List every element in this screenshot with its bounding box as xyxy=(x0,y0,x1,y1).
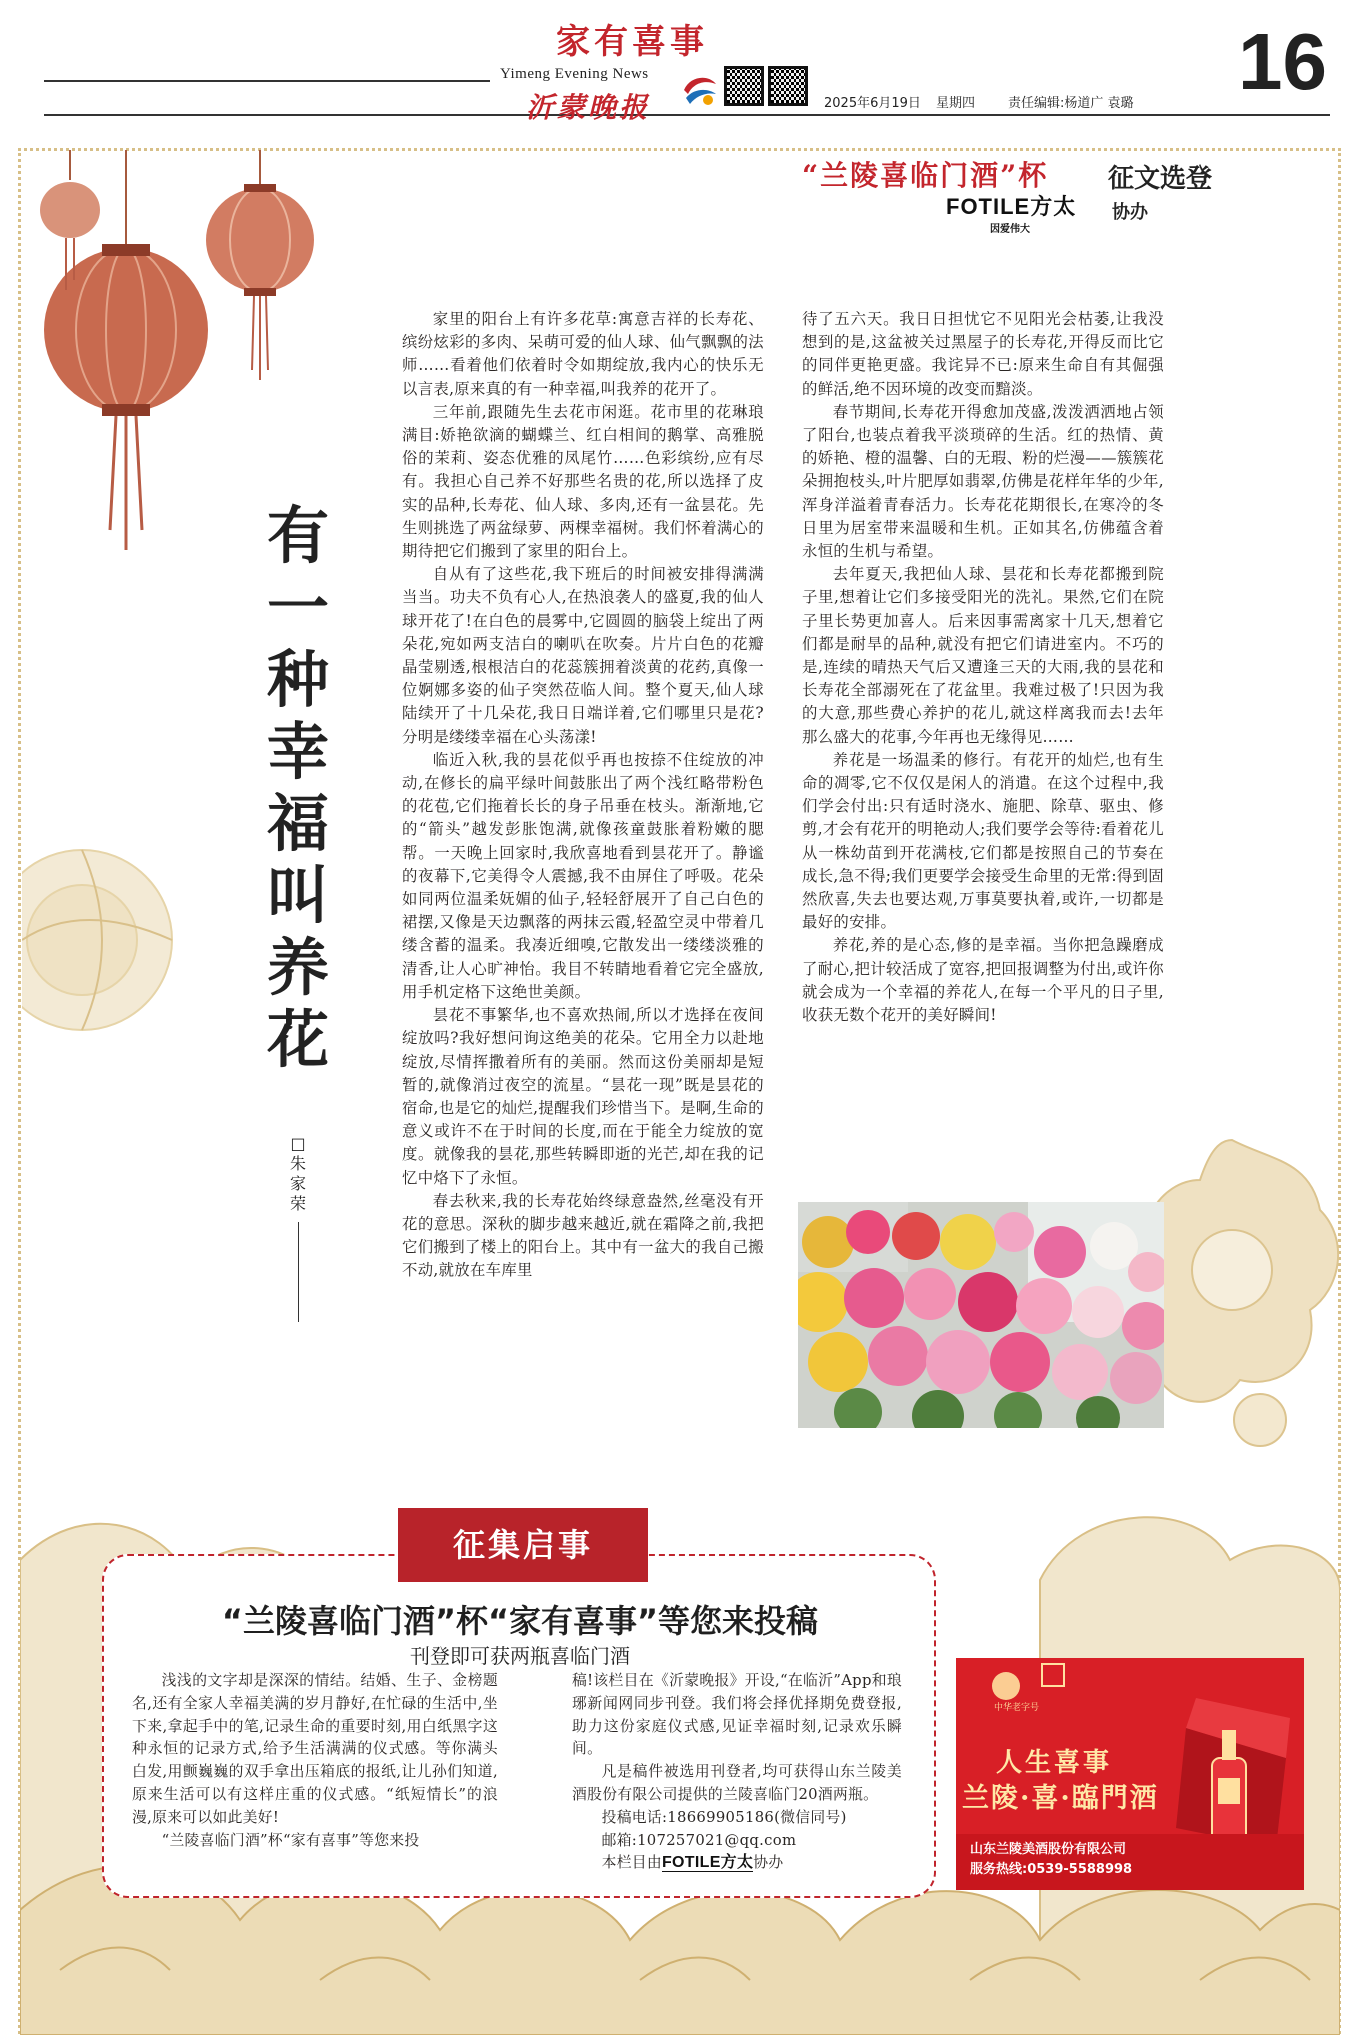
masthead-rule xyxy=(44,80,490,82)
page-number: 16 xyxy=(1238,17,1327,106)
notice-phone: 投稿电话:18669905186(微信同号) xyxy=(601,1808,847,1826)
article-column-2 xyxy=(802,308,1164,1170)
masthead xyxy=(0,0,1359,124)
notice-heading: “兰陵喜临门酒”杯“家有喜事”等您来投稿 xyxy=(221,1602,819,1640)
notice-sponsor-line xyxy=(572,1852,902,1875)
notice-column-1 xyxy=(132,1670,498,1852)
sponsor-prefix: 本栏目由 xyxy=(601,1854,662,1872)
title-char: 养 xyxy=(266,931,329,1004)
title-char: 幸 xyxy=(266,715,329,788)
title-char: 福 xyxy=(266,787,329,860)
flowers-photo xyxy=(798,1202,1164,1428)
notice-tab-label: 征集启事 xyxy=(398,1508,648,1582)
article-title xyxy=(258,500,338,1076)
notice-paragraph: 稿!该栏目在《沂蒙晚报》开设,“在临沂”App和琅琊新闻网同步刊登。我们将会择优择期免费登报,助力这份家庭仪式感,见证幸福时刻,记录欢乐瞬间。 xyxy=(572,1672,902,1758)
title-char: 种 xyxy=(266,643,329,716)
article-paragraph: 家里的阳台上有许多花草:寓意吉祥的长寿花、缤纷炫彩的多肉、呆萌可爱的仙人球、仙气飘飘的法师……看着他们依着时令如期绽放,我内心的快乐无以言表,原来真的有一种幸福,叫我养的花开了。 xyxy=(402,310,764,398)
paper-name-cn: 沂蒙晚报 xyxy=(526,91,651,124)
ad-slogan: 人生喜事 xyxy=(996,1748,1113,1778)
ad-product-name: 兰陵·喜·臨門酒 xyxy=(962,1783,1159,1814)
title-char: 有 xyxy=(266,499,329,572)
notice-subheading: 刊登即可获两瓶喜临门酒 xyxy=(410,1644,630,1668)
qr-code-icon xyxy=(724,66,764,106)
title-char: 叫 xyxy=(266,859,329,932)
article-paragraph: 养花是一场温柔的修行。有花开的灿烂,也有生命的凋零,它不仅仅是闲人的消遣。在这个过程中,我们学会付出:只有适时浇水、施肥、除草、驱虫、修剪,才会有花开的明艳动人;我们要学会等待:看着花儿从一株幼苗到开花满枝,它们都是按照自己的节奏在成长,急不得;我们更要学会接受生命里的无常:得到固然欣喜,失去也要达观,万事莫要执着,或许,一切都是最好的安排。 xyxy=(802,750,1164,932)
article-paragraph: 去年夏天,我把仙人球、昙花和长寿花都搬到院子里,想着让它们多接受阳光的洗礼。果然,它们在院子里长势更加喜人。后来因事需离家十几天,想着它们都是耐旱的品种,就没有把它们请进室内。不巧的是,连续的晴热天气后又遭逢三天的大雨,我的昙花和长寿花全部溺死在了花盆里。我难过极了!只因为我的大意,那些费心养护的花儿,就这样离我而去!去年那么盛大的花事,今年再也无缘得见…… xyxy=(802,565,1164,746)
fotile-logo: FOTILE方太 xyxy=(946,194,1077,219)
article-paragraph: 三年前,跟随先生去花市闲逛。花市里的花琳琅满目:娇艳欲滴的蝴蝶兰、红白相间的鹅掌、高雅脱俗的茉莉、姿态优雅的凤尾竹……色彩缤纷,应有尽有。我担心自己养不好那些名贵的花,所以选择了皮实的品种,长寿花、仙人球、多肉,还有一盆昙花。先生则挑选了两盆绿萝、两棵幸福树。我们怀着满心的期待把它们搬到了家里的阳台上。 xyxy=(402,402,764,561)
article-column-1 xyxy=(402,308,764,1426)
paper-name-en: Yimeng Evening News xyxy=(500,66,649,82)
decorative-flower-left-icon xyxy=(22,780,252,1100)
sponsor-suffix: 协办 xyxy=(753,1854,784,1872)
notice-email: 邮箱:107257021@qq.com xyxy=(601,1831,797,1849)
article-paragraph: 昙花不事繁华,也不喜欢热闹,所以才选择在夜间绽放吗?我好想问询这绝美的花朵。它用全力以赴地绽放,尽情挥撒着所有的美丽。然而这份美丽却是短暂的,就像消过夜空的流星。“昙花一现”既是昙花的宿命,也是它的灿烂,提醒我们珍惜当下。是啊,生命的意义或许不在于时间的长度,而在于能全力绽放的宽度。就像我的昙花,那些转瞬即逝的光芒,却在我的记忆中烙下了永恒。 xyxy=(402,1006,764,1187)
article-paragraph: 春节期间,长寿花开得愈加茂盛,泼泼洒洒地占领了阳台,也装点着我平淡琐碎的生活。红的热情、黄的娇艳、橙的温馨、白的无瑕、粉的烂漫——簇簇花朵拥抱枝头,叶片肥厚如翡翠,仿佛是花样年华的少年,浑身洋溢着青春活力。长寿花花期很长,在寒冷的冬日里为居室带来温暖和生机。正如其名,仿佛蕴含着永恒的生机与希望。 xyxy=(802,402,1164,561)
author-divider xyxy=(298,1222,299,1322)
newspaper-logo-icon xyxy=(680,70,720,108)
ad-hotline: 服务热线:0539-5588998 xyxy=(970,1862,1133,1877)
notice-paragraph: 凡是稿件被选用刊登者,均可获得山东兰陵美酒股份有限公司提供的兰陵喜临门20酒两瓶。 xyxy=(572,1763,902,1803)
section-title: 家有喜事 xyxy=(556,22,708,62)
fotile-tagline: 因爱伟大 xyxy=(990,224,1030,235)
article-paragraph: 临近入秋,我的昙花似乎再也按捺不住绽放的冲动,在修长的扁平绿叶间鼓胀出了两个浅红略带粉色的花苞,它们拖着长长的身子吊垂在枝头。渐渐地,它的“箭头”越发彭胀饱满,就像孩童鼓胀着粉嫩的腮帮。一天晚上回家时,我欣喜地看到昙花开了。静谧的夜幕下,它美得令人震撼,我不由屏住了呼吸。花朵如同两位温柔妩媚的仙子,轻轻舒展开了自己白色的裙摆,又像是天边飘落的两抹云霞,轻盈空灵中带着几缕含蓄的温柔。我凑近细嗅,它散发出一缕缕淡雅的清香,让人心旷神怡。我目不转睛地看着它完全盛放,用手机定格下这绝世美颜。 xyxy=(402,750,764,1001)
article-paragraph: 养花,养的是心态,修的是幸福。当你把急躁磨成了耐心,把计较活成了宽容,把回报调整为付出,或许你就会成为一个幸福的养花人,在每一个平凡的日子里,收获无数个花开的美好瞬间! xyxy=(802,936,1164,1025)
responsible-editors: 责任编辑:杨道广 袁璐 xyxy=(1008,96,1134,111)
title-char: 一 xyxy=(266,571,329,644)
qr-code-icon xyxy=(768,66,808,106)
notice-paragraph: “兰陵喜临门酒”杯“家有喜事”等您来投 xyxy=(161,1831,420,1849)
notice-paragraph: 浅浅的文字却是深深的情结。结婚、生子、金榜题名,还有全家人幸福美满的岁月静好,在忙碌的生活中,坐下来,拿起手中的笔,记录生命的重要时刻,用白纸黑字这种永恒的记录方式,给予生活满满的仪式感。等你满头白发,用颤巍巍的双手拿出压箱底的报纸,让儿孙们知道,原来生活可以有这样庄重的仪式感。“纸短情长”的浪漫,原来可以如此美好! xyxy=(132,1672,498,1826)
article-paragraph: 春去秋来,我的长寿花始终绿意盎然,丝毫没有开花的意思。深秋的脚步越来越近,就在霜降之前,我把它们搬到了楼上的阳台上。其中有一盆大的我自己搬不动,就放在车库里 xyxy=(402,1191,764,1280)
assist-label: 协办 xyxy=(1112,202,1148,223)
fotile-logo-small: FOTILE方太 xyxy=(661,1854,754,1872)
title-char: 花 xyxy=(266,1003,329,1076)
ad-brand-label: 中华老字号 xyxy=(994,1703,1040,1713)
article-author: □朱家荣 xyxy=(289,1134,306,1213)
contest-suffix: 征文选登 xyxy=(1108,164,1213,194)
ad-company: 山东兰陵美酒股份有限公司 xyxy=(970,1842,1127,1857)
masthead-bottom-rule xyxy=(44,114,1330,116)
issue-date: 2025年6月19日 xyxy=(824,96,921,111)
issue-weekday: 星期四 xyxy=(936,96,976,111)
contest-title: “兰陵喜临门酒”杯 xyxy=(802,159,1049,192)
article-paragraph: 自从有了这些花,我下班后的时间被安排得满满当当。功夫不负有心人,在热浪袭人的盛夏,我的仙人球开花了!在白色的晨雾中,它圆圆的脑袋上绽出了两朵花,宛如两支洁白的喇叭在吹奏。片片白色的花瓣晶莹剔透,根根洁白的花蕊簇拥着淡黄的花药,真像一位婀娜多姿的仙子突然莅临人间。整个夏天,仙人球陆续开了十几朵花,我日日端详着,它们哪里只是花?分明是缕缕幸福在心头荡漾! xyxy=(402,565,764,746)
notice-column-2 xyxy=(572,1670,902,1875)
liquor-advertisement xyxy=(956,1658,1304,1890)
article-paragraph: 待了五六天。我日日担忧它不见阳光会枯萎,让我没想到的是,这盆被关过黑屋子的长寿花,开得反而比它的同伴更艳更盛。我诧异不已:原来生命自有其倔强的鲜活,绝不因环境的改变而黯淡。 xyxy=(802,310,1164,398)
